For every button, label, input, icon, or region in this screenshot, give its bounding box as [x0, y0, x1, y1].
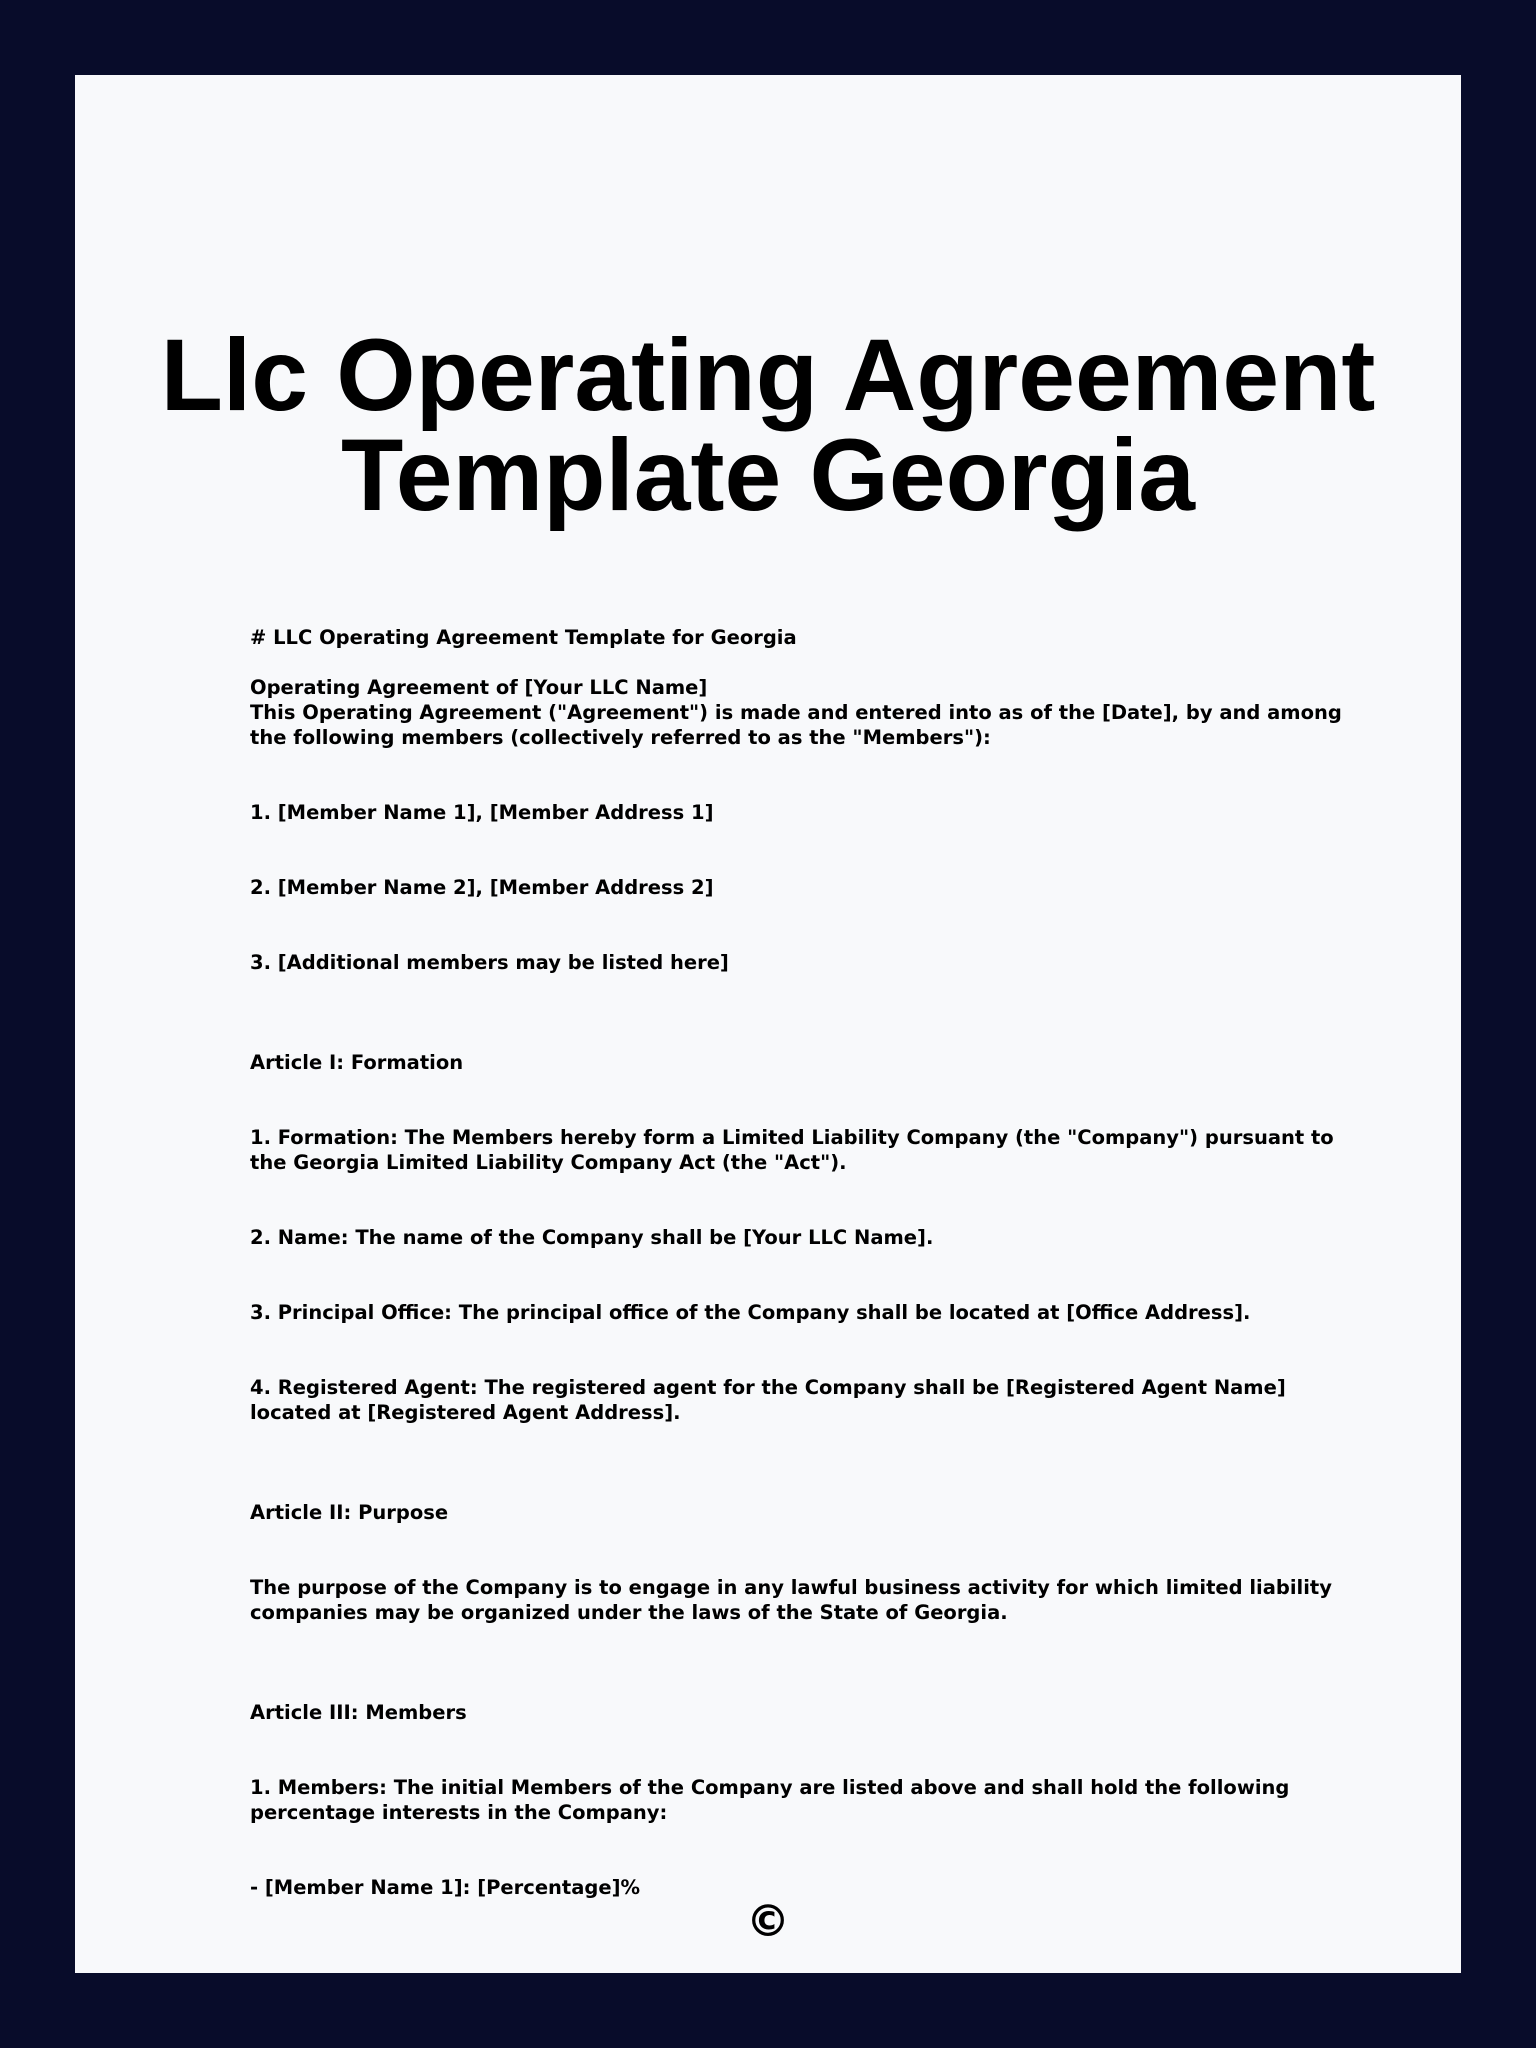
article-3-heading: Article III: Members: [250, 1701, 467, 1724]
article-2-purpose-paragraph: The purpose of the Company is to engage in any lawful business activity for which limited liability companies may be organized under the laws of the State of Georgia.: [250, 1576, 1339, 1624]
article-1-clause-4: 4. Registered Agent: The registered agent for the Company shall be [Registered Agent Name] located at [Registered Agent Address].: [250, 1376, 1293, 1424]
member-list-item-2: 2. [Member Name 2], [Member Address 2]: [250, 876, 714, 899]
article-2-heading: Article II: Purpose: [250, 1501, 449, 1524]
document-body: [250, 625, 1350, 1900]
article-1-clause-1: 1. Formation: The Members hereby form a Limited Liability Company (the "Company") pursuant to the Georgia Limited Liability Company Act (the "Act").: [250, 1126, 1341, 1174]
agreement-intro-paragraph: Operating Agreement of [Your LLC Name] This Operating Agreement ("Agreement") is made and entered into as of the [Date], by and among the following members (collectively referred to as the "Members"):: [250, 676, 1342, 749]
member-list-item-1: 1. [Member Name 1], [Member Address 1]: [250, 801, 714, 824]
member-percentage-item-1: - [Member Name 1]: [Percentage]%: [250, 1876, 641, 1899]
member-list-item-3: 3. [Additional members may be listed here]: [250, 951, 729, 974]
document-title-line-1: Llc Operating Agreement: [160, 318, 1376, 432]
article-1-clause-2: 2. Name: The name of the Company shall be [Your LLC Name].: [250, 1226, 934, 1249]
document-title-line-2: Template Georgia: [340, 418, 1195, 532]
article-1-clause-3: 3. Principal Office: The principal office of the Company shall be located at [Office Address].: [250, 1301, 1251, 1324]
copyright-icon: ©: [746, 1896, 790, 1947]
document-page: [75, 75, 1461, 1973]
article-1-heading: Article I: Formation: [250, 1051, 464, 1074]
document-heading: # LLC Operating Agreement Template for Georgia: [250, 626, 797, 649]
article-3-clause-1: 1. Members: The initial Members of the Company are listed above and shall hold the following percentage interests in the Company:: [250, 1776, 1297, 1824]
document-title: [75, 318, 1461, 532]
